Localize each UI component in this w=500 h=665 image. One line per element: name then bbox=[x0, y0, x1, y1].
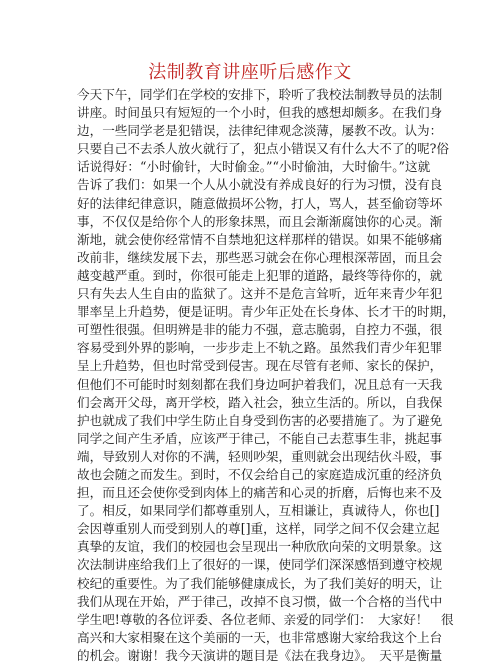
article-line: 越变越严重。到时，你很可能走上犯罪的道路，最终等待你的，就 bbox=[77, 267, 443, 283]
article-line: 校纪的重要性。为了我们能够健康成长，为了我们美好的明天，让 bbox=[77, 575, 443, 591]
article-line: 学生吧!尊敬的各位评委、各位老师、亲爱的同学们： 大家好！ 很 bbox=[77, 611, 454, 627]
article-line: 我们从现在开始，严于律己，改掉不良习惯，做一个合格的当代中 bbox=[77, 593, 443, 609]
article-line: 可塑性很强。但明辨是非的能力不强，意志脆弱，自控力不强，很 bbox=[77, 322, 443, 338]
article-line: 话说得好：“小时偷针，大时偷金。”“小时偷油，大时偷牛。”这就 bbox=[77, 159, 431, 175]
article-line: 告诉了我们：如果一个人从小就没有养成良好的行为习惯，没有良 bbox=[77, 177, 443, 193]
article-line: 只要自己不去杀人放火就行了，犯点小错误又有什么大不了的呢?俗 bbox=[77, 141, 449, 157]
article-line: 渐地，就会使你经常情不自禁地犯这样那样的错误。如果不能够痛 bbox=[77, 231, 443, 247]
article-line: 今天下午，同学们在学校的安排下，聆听了我校法制教导员的法制 bbox=[77, 87, 443, 102]
article-line: 的机会。谢谢！我今天演讲的题目是《法在我身边》。 天平是衡量 bbox=[77, 647, 443, 663]
article-line: 高兴和大家相聚在这个美丽的一天，也非常感谢大家给我这个上台 bbox=[77, 629, 443, 645]
article-line: 呈上升趋势，但也时常受到侵害。现在尽管有老师、家长的保护， bbox=[77, 358, 443, 374]
article-line: 故也会随之而发生。到时，不仅会给自己的家庭造成沉重的经济负 bbox=[77, 466, 443, 482]
article-line: 边，一些同学老是犯错误，法律纪律观念淡薄，屡教不改。认为： bbox=[77, 123, 443, 139]
article-line: 容易受到外界的影响，一步步走上不轨之路。虽然我们青少年犯罪 bbox=[77, 340, 443, 356]
article-line: 罪率呈上升趋势，便是证明。青少年正处在长身体、长才干的时期， bbox=[77, 304, 455, 320]
article-line: 同学之间产生矛盾，应该严于律己，不能自己去惹事生非，挑起事 bbox=[77, 430, 443, 446]
article-line: 了。相反，如果同学们都尊重别人，互相谦让，真诚待人，你也[] bbox=[77, 503, 440, 519]
article-line: 好的法律纪律意识，随意做损坏公物，打人，骂人，甚至偷窃等坏 bbox=[77, 195, 443, 211]
article-line: 们会离开父母，离开学校，踏入社会，独立生活的。所以，自我保 bbox=[77, 394, 443, 410]
article-line: 只有失去人生自由的监狱了。这并不是危言耸听，近年来青少年犯 bbox=[77, 286, 443, 302]
article-line: 改前非，继续发展下去，那些恶习就会在你心理根深蒂固，而且会 bbox=[77, 249, 443, 265]
article-line: 会因尊重别人而受到别人的尊[]重，这样，同学之间不仅会建立起 bbox=[77, 521, 440, 537]
article-line: 次法制讲座给我们上了很好的一课，使同学们深深感悟到遵守校规 bbox=[77, 557, 443, 573]
article-line: 端，导致别人对你的不满，轻则吵架，重则就会出现结伙斗殴，事 bbox=[77, 448, 443, 464]
article-line: 护也就成了我们中学生防止自身受到伤害的必要措施了。为了避免 bbox=[77, 412, 443, 428]
article-line: 事，不仅仅是给你个人的形象抹黑，而且会渐渐腐蚀你的心灵。渐 bbox=[77, 213, 443, 229]
article-line: 讲座。时间虽只有短短的一个小时，但我的感想却颇多。在我们身 bbox=[77, 105, 443, 121]
article-line: 但他们不可能时时刻刻都在我们身边呵护着我们，况且总有一天我 bbox=[77, 376, 443, 392]
article-line: 真挚的友谊，我们的校园也会呈现出一种欣欣向荣的文明景象。这 bbox=[77, 539, 443, 555]
article-body bbox=[77, 86, 455, 665]
article-line: 担，而且还会使你受到肉体上的痛苦和心灵的折磨，后悔也来不及 bbox=[77, 485, 443, 501]
article-title: 法制教育讲座听后感作文 bbox=[148, 62, 352, 83]
